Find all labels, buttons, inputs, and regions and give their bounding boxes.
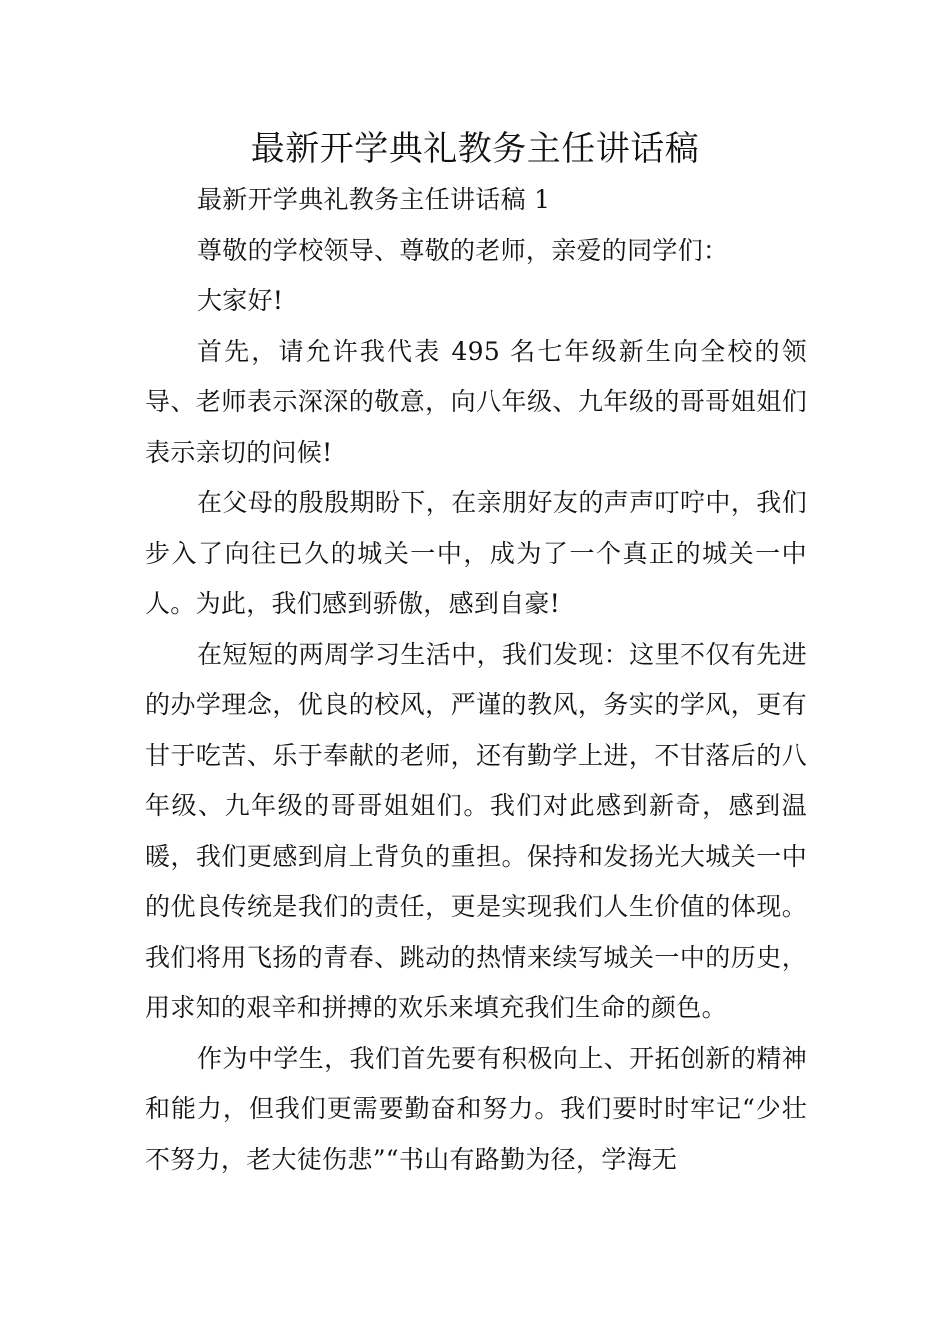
greeting-paragraph: 大家好! [197,286,284,315]
body-paragraph: 在父母的殷殷期盼下，在亲朋好友的声声叮咛中，我们步入了向往已久的城关一中，成为了一个真正的城关一中人。为此，我们感到骄傲，感到自豪! [145,488,807,618]
salutation-paragraph: 尊敬的学校领导、尊敬的老师，亲爱的同学们： [197,235,729,265]
body-paragraph: 在短短的两周学习生活中，我们发现：这里不仅有先进的办学理念，优良的校风，严谨的教风，务实的学风，更有甘于吃苦、乐于奉献的老师，还有勤学上进，不甘落后的八年级、九年级的哥哥姐姐们。我们对此感到新奇，感到温暖，我们更感到肩上背负的重担。保持和发扬光大城关一中的优良传统是我们的责任，更是实现我们人生价值的体现。我们将用飞扬的青春、跳动的热情来续写城关一中的历史，用求知的艰辛和拼搏的欢乐来填充我们生命的颜色。 [145,639,807,1022]
document-title: 最新开学典礼教务主任讲话稿 [250,129,700,169]
body-paragraph: 首先，请允许我代表 495 名七年级新生向全校的领导、老师表示深深的敬意，向八年级、九年级的哥哥姐姐们表示亲切的问候! [145,336,807,467]
document-body [145,175,807,1185]
body-paragraph: 作为中学生，我们首先要有积极向上、开拓创新的精神和能力，但我们更需要勤奋和努力。我们要时时牢记“少壮不努力，老大徒伤悲”“书山有路勤为径，学海无 [145,1043,807,1174]
subtitle-paragraph: 最新开学典礼教务主任讲话稿 1 [197,185,551,214]
